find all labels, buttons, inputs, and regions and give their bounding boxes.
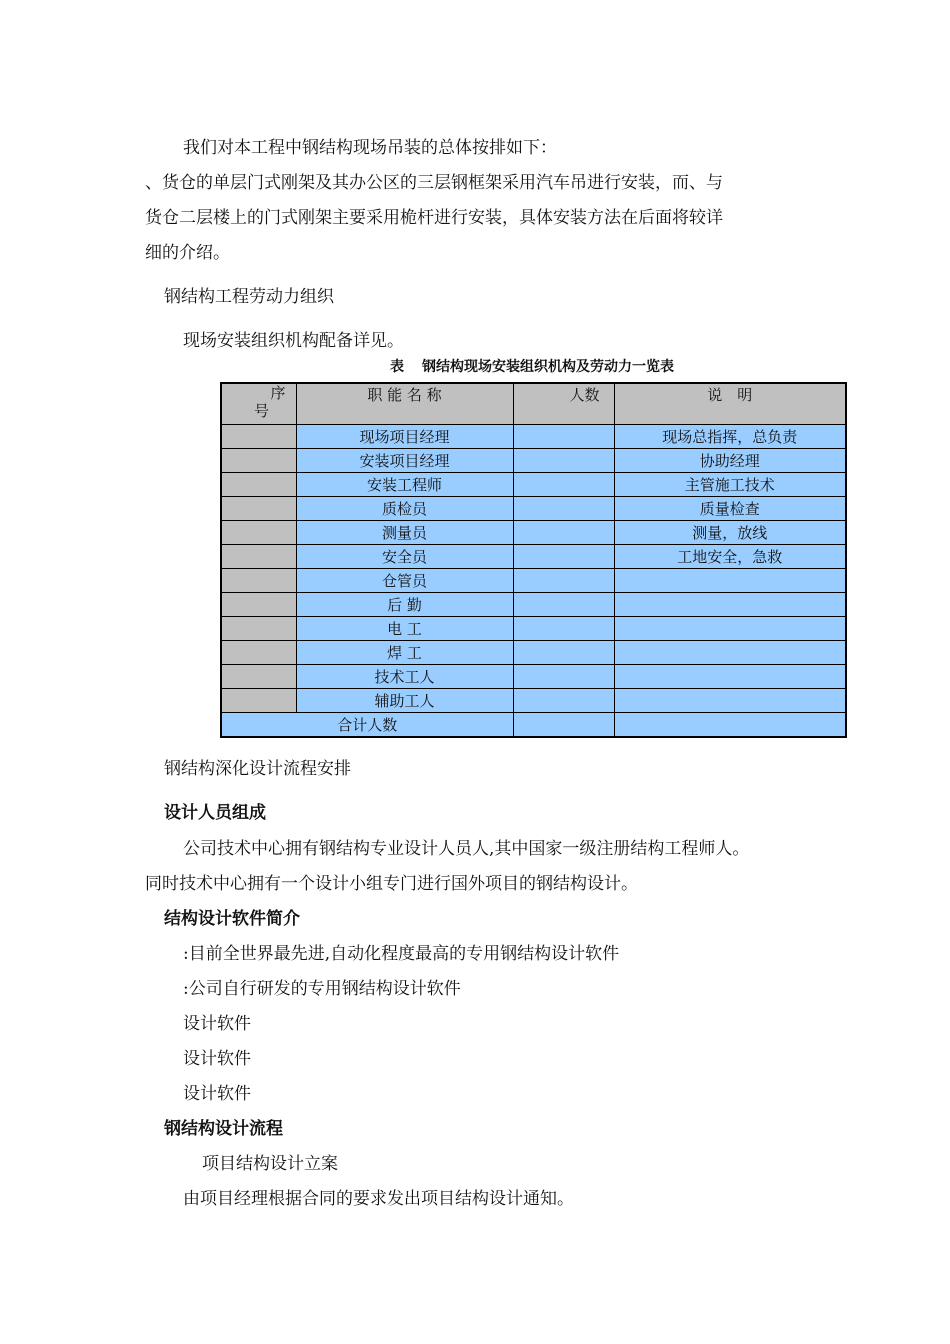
desc-cell [614,689,846,713]
role-cell: 技术工人 [296,665,513,689]
table-row [221,521,846,545]
table-row [221,425,846,449]
seq-cell [221,665,296,689]
header-count: 人数 [513,383,614,425]
role-cell: 辅助工人 [296,689,513,713]
seq-cell [221,449,296,473]
count-cell [513,689,614,713]
count-cell [513,425,614,449]
table-row [221,569,846,593]
desc-cell [614,593,846,617]
count-cell [513,545,614,569]
table-caption-text: 钢结构现场安装组织机构及劳动力一览表 [422,359,674,375]
role-cell: 安装项目经理 [296,449,513,473]
table-row [221,593,846,617]
process-step-text: 由项目经理根据合同的要求发出项目结构设计通知。 [183,1189,574,1209]
total-count-cell [513,713,614,738]
paragraph-design-staff-1: 公司技术中心拥有钢结构专业设计人员人,其中国家一级注册结构工程师人。 [183,839,750,859]
paragraph-line-1: 、货仓的单层门式刚架及其办公区的三层钢框架采用汽车吊进行安装，而、与 [145,173,723,193]
paragraph-design-staff-2: 同时技术中心拥有一个设计小组专门进行国外项目的钢结构设计。 [145,874,638,894]
desc-cell: 现场总指挥，总负责 [614,425,846,449]
role-cell: 现场项目经理 [296,425,513,449]
table-row [221,689,846,713]
seq-cell [221,521,296,545]
table-row [221,473,846,497]
software-item-1: :目前全世界最先进,自动化程度最高的专用钢结构设计软件 [183,944,620,964]
header-desc: 说 明 [614,383,846,425]
seq-cell [221,497,296,521]
role-cell: 质检员 [296,497,513,521]
count-cell [513,617,614,641]
software-item-5: 设计软件 [183,1084,251,1104]
role-cell: 安装工程师 [296,473,513,497]
desc-cell: 质量检查 [614,497,846,521]
table-caption-prefix: 表 [390,359,404,375]
role-cell: 安全员 [296,545,513,569]
subheading-design-staff: 设计人员组成 [164,803,266,823]
process-step-title: 项目结构设计立案 [202,1154,338,1174]
table-row [221,665,846,689]
count-cell [513,665,614,689]
desc-cell [614,617,846,641]
paragraph-line-2: 货仓二层楼上的门式刚架主要采用桅杆进行安装，具体安装方法在后面将较详 [145,208,723,228]
desc-cell [614,641,846,665]
paragraph-intro: 我们对本工程中钢结构现场吊装的总体按排如下： [183,138,557,158]
desc-cell [614,665,846,689]
table-row [221,641,846,665]
role-cell: 焊 工 [296,641,513,665]
seq-cell [221,689,296,713]
seq-cell [221,641,296,665]
seq-cell [221,545,296,569]
count-cell [513,641,614,665]
seq-cell [221,593,296,617]
count-cell [513,497,614,521]
count-cell [513,521,614,545]
total-desc-cell [614,713,846,738]
role-cell: 后 勤 [296,593,513,617]
header-seq-2: 号 [254,402,270,420]
header-seq-1: 序 [270,384,286,402]
paragraph-line-3: 细的介绍。 [145,243,230,263]
header-seq [221,383,296,425]
desc-cell: 工地安全，急救 [614,545,846,569]
software-item-2: :公司自行研发的专用钢结构设计软件 [183,979,461,999]
paragraph-table-ref: 现场安装组织机构配备详见。 [183,331,404,351]
table-total-row [221,713,846,738]
count-cell [513,569,614,593]
staff-table [220,382,847,738]
count-cell [513,473,614,497]
subheading-design-process: 钢结构设计流程 [164,1119,283,1139]
seq-cell [221,473,296,497]
seq-cell [221,569,296,593]
total-label: 合计人数 [221,713,513,738]
count-cell [513,593,614,617]
table-row [221,617,846,641]
table-row [221,497,846,521]
subheading-software: 结构设计软件简介 [164,909,300,929]
count-cell [513,449,614,473]
table-caption [220,356,844,376]
desc-cell: 主管施工技术 [614,473,846,497]
table-row [221,545,846,569]
table-row [221,449,846,473]
desc-cell: 测量，放线 [614,521,846,545]
role-cell: 电 工 [296,617,513,641]
header-role: 职 能 名 称 [296,383,513,425]
software-item-4: 设计软件 [183,1049,251,1069]
seq-cell [221,617,296,641]
desc-cell: 协助经理 [614,449,846,473]
table-header-row [221,383,846,425]
section-heading-labor: 钢结构工程劳动力组织 [164,287,334,307]
software-item-3: 设计软件 [183,1014,251,1034]
seq-cell [221,425,296,449]
role-cell: 仓管员 [296,569,513,593]
desc-cell [614,569,846,593]
section-heading-design-flow: 钢结构深化设计流程安排 [164,759,351,779]
role-cell: 测量员 [296,521,513,545]
